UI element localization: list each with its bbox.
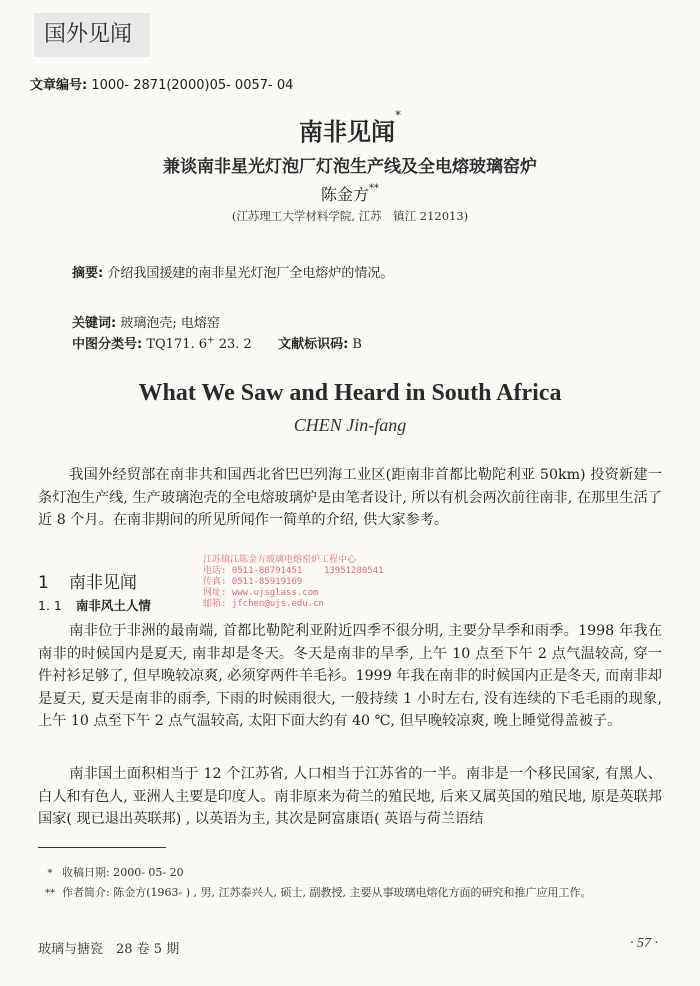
author-affiliation: (江苏理工大学材料学院, 江苏 镇江 212013) [231,209,469,223]
footnote-received [38,864,658,883]
keywords [72,312,220,331]
classification-label: 中图分类号: [72,337,143,352]
stamp-line: 江苏镇江陈金方玻璃电熔窑炉工程中心 [203,555,357,565]
keywords-text: 玻璃泡壳; 电熔窑 [120,316,220,331]
body-paragraph-1: 南非位于非洲的最南端, 首都比勒陀利亚附近四季不很分明, 主要分旱季和雨季。1998 年我在南非的时候国内是夏天, 南非却是冬天。冬天是南非的旱季, 上午 10 点至下午 2 点气温较高, 穿一件衬衫足够了, 但早晚较凉爽, 必须穿两件羊毛衫。1999 年我在南非的时候国内正是冬天, 而南非却是夏天, 夏天是南非的雨季, 下雨的时候雨很大, 一般持续 1 小时左右, 没有连续的下毛毛雨的现象, 上午 10 点至下午 2 点气温较高, 太阳下面大约有 40 ℃, 但早晚较凉爽, 晚上睡觉得盖被子。 [38,623,662,729]
footnote-divider [38,847,166,848]
english-author: CHEN Jin-fang [293,415,407,435]
author-name: 陈金方 [320,185,369,204]
doc-code-label: 文献标识码: [278,337,349,352]
article-subtitle: 兼谈南非星光灯泡厂灯泡生产线及全电熔玻璃窑炉 [163,157,537,177]
section-number: 1 [38,573,49,593]
title-footnote-mark: * [395,108,401,122]
footnote-text: 作者简介: 陈金方(1963- ) , 男, 江苏泰兴人, 硕士, 副教授, 主要从事玻璃电熔化方面的研究和推广应用工作。 [62,886,592,899]
keywords-label: 关键词: [72,316,117,331]
article-number-label: 文章编号: [30,78,88,93]
section-tag: 国外见闻 [34,13,150,57]
section-heading-1 [38,568,137,593]
title-text: 南非见闻 [299,118,395,146]
footnote-mark: ** [45,888,55,899]
stamp-line: 网址: www.ujsglass.com [203,588,319,598]
subsection-title: 南非风土人情 [75,598,151,613]
article-number [30,74,293,93]
body-paragraph-2: 南非国土面积相当于 12 个江苏省, 人口相当于江苏省的一半。南非是一个移民国家, 有黑人、白人和有色人, 亚洲人主要是印度人。南非原来为荷兰的殖民地, 后来又属英国的殖民地, 原是英联邦国家( 现已退出英联邦) , 以英语为主, 其次是阿富康语( 英语与荷兰语结 [38,766,662,827]
stamp-line: 传真: 0511-85919169 [203,577,303,587]
article-title [0,108,700,147]
abstract-text: 介绍我国援建的南非星光灯泡厂全电熔炉的情况。 [107,266,394,281]
doc-code-value: B [352,337,362,352]
subsection-number: 1. 1 [38,598,62,613]
classification-sup: + [207,335,215,346]
abstract [72,262,393,281]
author [0,182,700,205]
footnote-text: 收稿日期: 2000- 05- 20 [62,866,184,879]
section-title: 南非见闻 [68,573,137,593]
author-footnote-mark: ** [369,182,379,194]
contact-stamp-watermark [203,555,423,610]
intro-paragraph: 我国外经贸部在南非共和国西北省巴巴列海工业区(距南非首都比勒陀利亚 50km) 投资新建一条灯泡生产线, 生产玻璃泡壳的全电熔玻璃炉是由笔者设计, 所以有机会两次前往南非, 在那里生活了近 8 个月。在南非期间的所见所闻作一简单的介绍, 供大家参考。 [38,467,662,528]
footnote-mark: * [47,868,53,879]
subsection-heading-1-1 [38,596,151,614]
abstract-label: 摘要: [72,266,104,281]
classification-tail: 23. 2 [214,337,252,352]
stamp-line: 电话: 0511-88791451 13951280541 [203,566,384,576]
journal-footer: 玻璃与搪瓷 28 卷 5 期 [38,942,180,957]
footnote-author-bio [38,884,658,903]
english-title: What We Saw and Heard in South Africa [138,380,562,406]
classification-value: TQ171. 6 [146,337,208,352]
stamp-line: 邮箱: jfchen@ujs.edu.cn [203,599,324,609]
page-number: · 57 · [630,936,658,951]
article-number-value: 1000- 2871(2000)05- 0057- 04 [91,78,294,93]
classification [72,333,362,352]
